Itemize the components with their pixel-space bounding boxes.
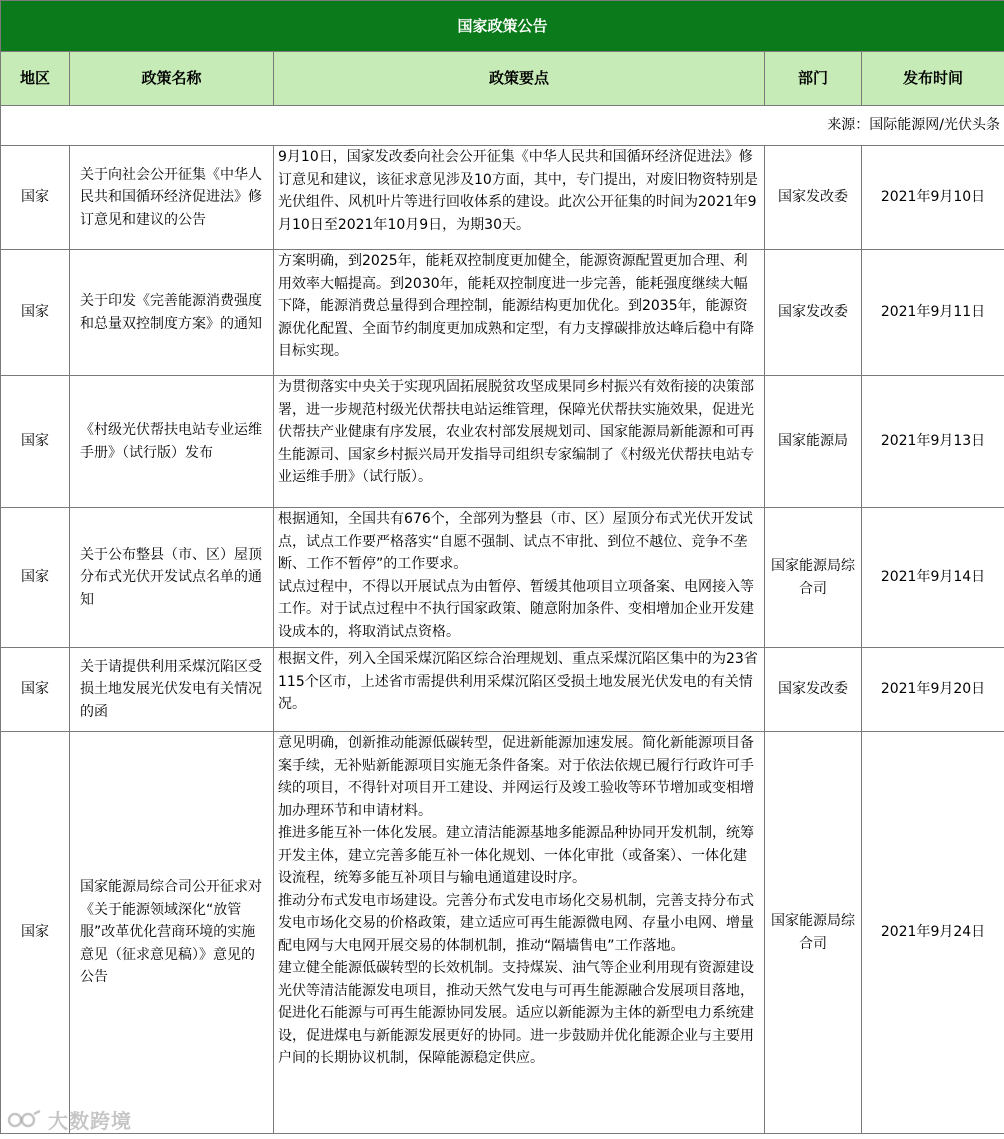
- policy-point: 推动分布式发电市场建设。完善分布式发电市场化交易机制，完善支持分布式发电市场化交易的价格政策，建立适应可再生能源微电网、存量小电网、增量配电网与大电网开展交易的体制机制，推动“隔墙售电”工作落地。: [278, 892, 754, 954]
- cell-policy-name: 国家能源局综合司公开征求对《关于能源领域深化“放管服”改革优化营商环境的实施意见（征求意见稿）》意见的公告: [70, 732, 274, 1134]
- cell-policy-points: [274, 508, 765, 648]
- table-row: [1, 508, 1004, 648]
- title-row: [1, 1, 1004, 52]
- cell-dept: 国家能源局综合司: [765, 508, 862, 648]
- table-title: 国家政策公告: [1, 1, 1004, 52]
- cell-date: 2021年9月10日: [862, 146, 1004, 250]
- cell-date: 2021年9月20日: [862, 648, 1004, 732]
- header-date: 发布时间: [862, 52, 1004, 106]
- cell-date: 2021年9月24日: [862, 732, 1004, 1134]
- table-row: [1, 648, 1004, 732]
- cell-policy-name: 关于请提供利用采煤沉陷区受损土地发展光伏发电有关情况的函: [70, 648, 274, 732]
- cell-policy-name: 关于公布整县（市、区）屋顶分布式光伏开发试点名单的通知: [70, 508, 274, 648]
- policy-point: 9月10日，国家发改委向社会公开征集《中华人民共和国循环经济促进法》修订意见和建议，该征求意见涉及10方面，其中，专门提出，对废旧物资特别是光伏组件、风机叶片等进行回收体系的建设。此次公开征集的时间为2021年9月10日至2021年10月9日，为期30天。: [278, 149, 758, 233]
- cell-policy-points: [274, 376, 765, 508]
- header-dept: 部门: [765, 52, 862, 106]
- cell-dept: 国家能源局: [765, 376, 862, 508]
- cell-dept: 国家发改委: [765, 146, 862, 250]
- policy-point: 推进多能互补一体化发展。建立清洁能源基地多能源品种协同开发机制，统筹开发主体，建立完善多能互补一体化规划、一体化审批（或备案）、一体化建设流程，统筹多能互补项目与输电通道建设时序。: [278, 825, 754, 886]
- cell-policy-points: [274, 648, 765, 732]
- cell-region: 国家: [1, 732, 70, 1134]
- cell-region: 国家: [1, 376, 70, 508]
- policy-point: 建立健全能源低碳转型的长效机制。支持煤炭、油气等企业利用现有资源建设光伏等清洁能源发电项目，推动天然气发电与可再生能源融合发展项目落地，促进化石能源与可再生能源协同发展。适应以新能源为主体的新型电力系统建设，促进煤电与新能源发展更好的协同。进一步鼓励并优化能源企业与主要用户间的长期协议机制，保障能源稳定供应。: [278, 960, 754, 1066]
- header-points: 政策要点: [274, 52, 765, 106]
- cell-date: 2021年9月11日: [862, 250, 1004, 376]
- watermark-text: 大数跨境: [48, 1109, 132, 1133]
- policy-point: 为贯彻落实中央关于实现巩固拓展脱贫攻坚成果同乡村振兴有效衔接的决策部署，进一步规范村级光伏帮扶电站运维管理，保障光伏帮扶实施效果，促进光伏帮扶产业健康有序发展，农业农村部发展规划司、国家能源局新能源和可再生能源司、国家乡村振兴局开发指导司组织专家编制了《村级光伏帮扶电站专业运维手册》（试行版）。: [278, 379, 754, 485]
- cell-region: 国家: [1, 250, 70, 376]
- policy-point: 意见明确，创新推动能源低碳转型，促进新能源加速发展。简化新能源项目备案手续，无补贴新能源项目实施无条件备案。对于依法依规已履行行政许可手续的项目，不得针对项目开工建设、并网运行及竣工验收等环节增加或变相增加办理环节和申请材料。: [278, 735, 754, 819]
- cell-region: 国家: [1, 146, 70, 250]
- cell-date: 2021年9月14日: [862, 508, 1004, 648]
- cell-policy-points: [274, 732, 765, 1134]
- header-name: 政策名称: [70, 52, 274, 106]
- policy-point: 试点过程中，不得以开展试点为由暂停、暂缓其他项目立项备案、电网接入等工作。对于试点过程中不执行国家政策、随意附加条件、变相增加企业开发建设成本的，将取消试点资格。: [278, 578, 754, 640]
- table-row: [1, 732, 1004, 1134]
- table-row: [1, 376, 1004, 508]
- cell-policy-name: 关于印发《完善能源消费强度和总量双控制度方案》的通知: [70, 250, 274, 376]
- header-row: [1, 52, 1004, 106]
- cell-dept: 国家发改委: [765, 648, 862, 732]
- cell-policy-name: 《村级光伏帮扶电站专业运维手册》（试行版）发布: [70, 376, 274, 508]
- cell-dept: 国家发改委: [765, 250, 862, 376]
- source-row: [1, 106, 1004, 146]
- watermark: [6, 1105, 132, 1134]
- cell-region: 国家: [1, 508, 70, 648]
- cell-dept: 国家能源局综合司: [765, 732, 862, 1134]
- header-region: 地区: [1, 52, 70, 106]
- policy-point: 方案明确，到2025年，能耗双控制度更加健全，能源资源配置更加合理、利用效率大幅提高。到2030年，能耗双控制度进一步完善，能耗强度继续大幅下降，能源消费总量得到合理控制，能源结构更加优化。到2035年，能源资源优化配置、全面节约制度更加成熟和定型，有力支撑碳排放达峰后稳中有降目标实现。: [278, 253, 754, 359]
- table-row: [1, 146, 1004, 250]
- watermark-logo-icon: [6, 1109, 42, 1131]
- source-note: 来源：国际能源网/光伏头条: [1, 106, 1004, 146]
- cell-policy-points: [274, 146, 765, 250]
- cell-policy-points: [274, 250, 765, 376]
- policy-point: 根据通知，全国共有676个，全部列为整县（市、区）屋顶分布式光伏开发试点，试点工作要严格落实“自愿不强制、试点不审批、到位不越位、竞争不垄断、工作不暂停”的工作要求。: [278, 511, 753, 572]
- cell-date: 2021年9月13日: [862, 376, 1004, 508]
- cell-policy-name: 关于向社会公开征集《中华人民共和国循环经济促进法》修订意见和建议的公告: [70, 146, 274, 250]
- policy-point: 根据文件，列入全国采煤沉陷区综合治理规划、重点采煤沉陷区集中的为23省115个区市，上述省市需提供利用采煤沉陷区受损土地发展光伏发电的有关情况。: [278, 651, 758, 712]
- table-row: [1, 250, 1004, 376]
- cell-region: 国家: [1, 648, 70, 732]
